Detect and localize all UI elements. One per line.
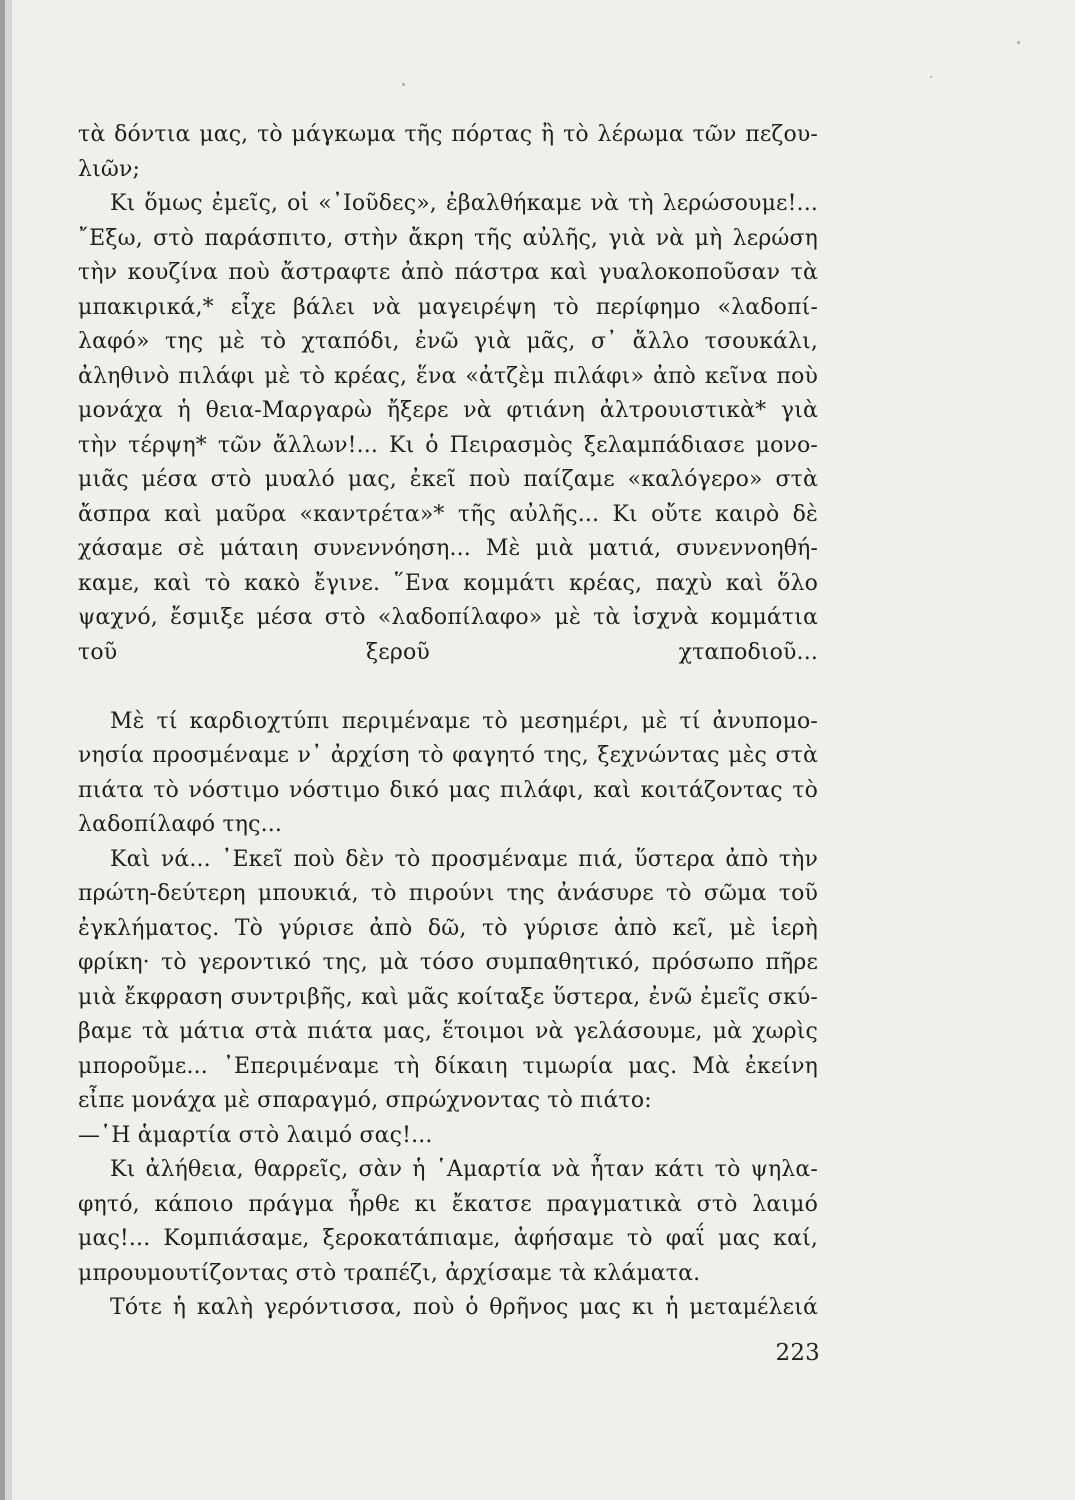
text-line: μιὰ ἔκφραση συντριβῆς, καὶ μᾶς κοίταξε ὕστερα, ἐνῶ ἐμεῖς σκύ- [78,984,818,1010]
text-line: μονάχα ἡ θεια-Μαργαρὼ ἤξερε νὰ φτιάνη ἀλτρουιστικὰ* γιὰ [78,398,818,423]
text-line: φητό, κάποιο πράγμα ἦρθε κι ἔκατσε πραγματικὰ στὸ λαιμό [78,1191,818,1217]
text-line: χάσαμε σὲ μάταιη συνεννόηση... Μὲ μιὰ ματιά, συνεννοηθή- [78,536,818,561]
text-line: λαφό» της μὲ τὸ χταπόδι, ἐνῶ γιὰ μᾶς, σ᾽ ἄλλο τσουκάλι, [78,329,818,354]
scan-speck [930,76,932,78]
scan-speck [1017,41,1020,44]
text-line: Καὶ νά... ᾽Εκεῖ ποὺ δὲν τὸ προσμέναμε πιά, ὕστερα ἀπὸ τὴν [110,846,818,872]
text-line: μπρουμουτίζοντας στὸ τραπέζι, ἀρχίσαμε τὰ κλάματα. [78,1260,701,1286]
text-line: ἀληθινὸ πιλάφι μὲ τὸ κρέας, ἕνα «ἀτζὲμ πιλάφι» ἀπὸ κεῖνα ποὺ [78,363,818,389]
text-line: Κι ἀλήθεια, θαρρεῖς, σὰν ἡ ῾Αμαρτία νὰ ἦταν κάτι τὸ ψηλα- [110,1157,818,1182]
text-line: μιᾶς μέσα στὸ μυαλό μας, ἐκεῖ ποὺ παίζαμε «καλόγερο» στὰ [78,467,818,492]
text-line: ἐγκλήματος. Τὸ γύρισε ἀπὸ δῶ, τὸ γύρισε ἀπὸ κεῖ, μὲ ἱερὴ [78,915,818,941]
text-line: πιάτα τὸ νόστιμο νόστιμο δικό μας πιλάφι, καὶ κοιτάζοντας τὸ [78,777,818,803]
text-line: τοῦ ξεροῦ χταποδιοῦ... [78,639,818,665]
text-line: —῾Η ἁμαρτία στὸ λαιμό σας!... [78,1122,433,1148]
text-line: Μὲ τί καρδιοχτύπι περιμέναμε τὸ μεσημέρι, μὲ τί ἀνυπομο- [110,708,818,734]
text-line: Τότε ἡ καλὴ γερόντισσα, ποὺ ὁ θρῆνος μας κι ἡ μεταμέλειά [110,1295,818,1320]
text-line: τὴν κουζίνα ποὺ ἄστραφτε ἀπὸ πάστρα καὶ γυαλοκοποῦσαν τὰ [78,260,818,285]
text-line: νησία προσμέναμε ν᾽ ἀρχίση τὸ φαγητό της, ξεχνώντας μὲς στὰ [78,743,818,768]
text-line: μποροῦμε... ᾽Επεριμέναμε τὴ δίκαιη τιμωρία μας. Μὰ ἐκείνη [78,1053,818,1079]
text-line: ῎Εξω, στὸ παράσπιτο, στὴν ἄκρη τῆς αὐλῆς, γιὰ νὰ μὴ λερώση [78,225,818,251]
text-line [78,670,818,705]
text-line: μπακιρικά,* εἶχε βάλει νὰ μαγειρέψη τὸ περίφημο «λαδοπί- [78,294,818,320]
text-line: βαμε τὰ μάτια στὰ πιάτα μας, ἕτοιμοι νὰ γελάσουμε, μὰ χωρὶς [78,1019,818,1044]
page-edge-shadow [0,0,5,1500]
text-line: καμε, καὶ τὸ κακὸ ἔγινε. ῞Ενα κομμάτι κρέας, παχὺ καὶ ὅλο [78,570,818,596]
text-line: λιῶν; [78,156,141,182]
scan-speck [402,83,405,86]
text-line: τὰ δόντια μας, τὸ μάγκωμα τῆς πόρτας ἢ τὸ λέρωμα τῶν πεζου- [78,122,818,147]
body-text [78,118,818,1326]
text-line: Κι ὅμως ἐμεῖς, οἱ «᾽Ιοῦδες», ἐβαλθήκαμε νὰ τὴ λερώσουμε!... [110,191,818,216]
text-line: φρίκη· τὸ γεροντικό της, μὰ τόσο συμπαθητικό, πρόσωπο πῆρε [78,950,818,975]
text-line: λαδοπίλαφό της... [78,812,283,837]
page-number: 223 [775,1340,820,1366]
text-line: μας!... Κομπιάσαμε, ξεροκατάπιαμε, ἀφήσαμε τὸ φαΐ μας καί, [78,1226,818,1251]
text-line: τὴν τέρψη* τῶν ἄλλων!... Κι ὁ Πειρασμὸς ξελαμπάδιασε μονο- [78,432,818,458]
text-line: εἶπε μονάχα μὲ σπαραγμό, σπρώχνοντας τὸ πιάτο: [78,1088,652,1113]
text-line: ἄσπρα καὶ μαῦρα «καντρέτα»* τῆς αὐλῆς... Κι οὔτε καιρὸ δὲ [78,501,818,527]
text-line: ψαχνό, ἔσμιξε μέσα στὸ «λαδοπίλαφο» μὲ τὰ ἰσχνὰ κομμάτια [78,605,818,630]
text-line: πρώτη-δεύτερη μπουκιά, τὸ πιρούνι της ἀνάσυρε τὸ σῶμα τοῦ [78,881,818,906]
